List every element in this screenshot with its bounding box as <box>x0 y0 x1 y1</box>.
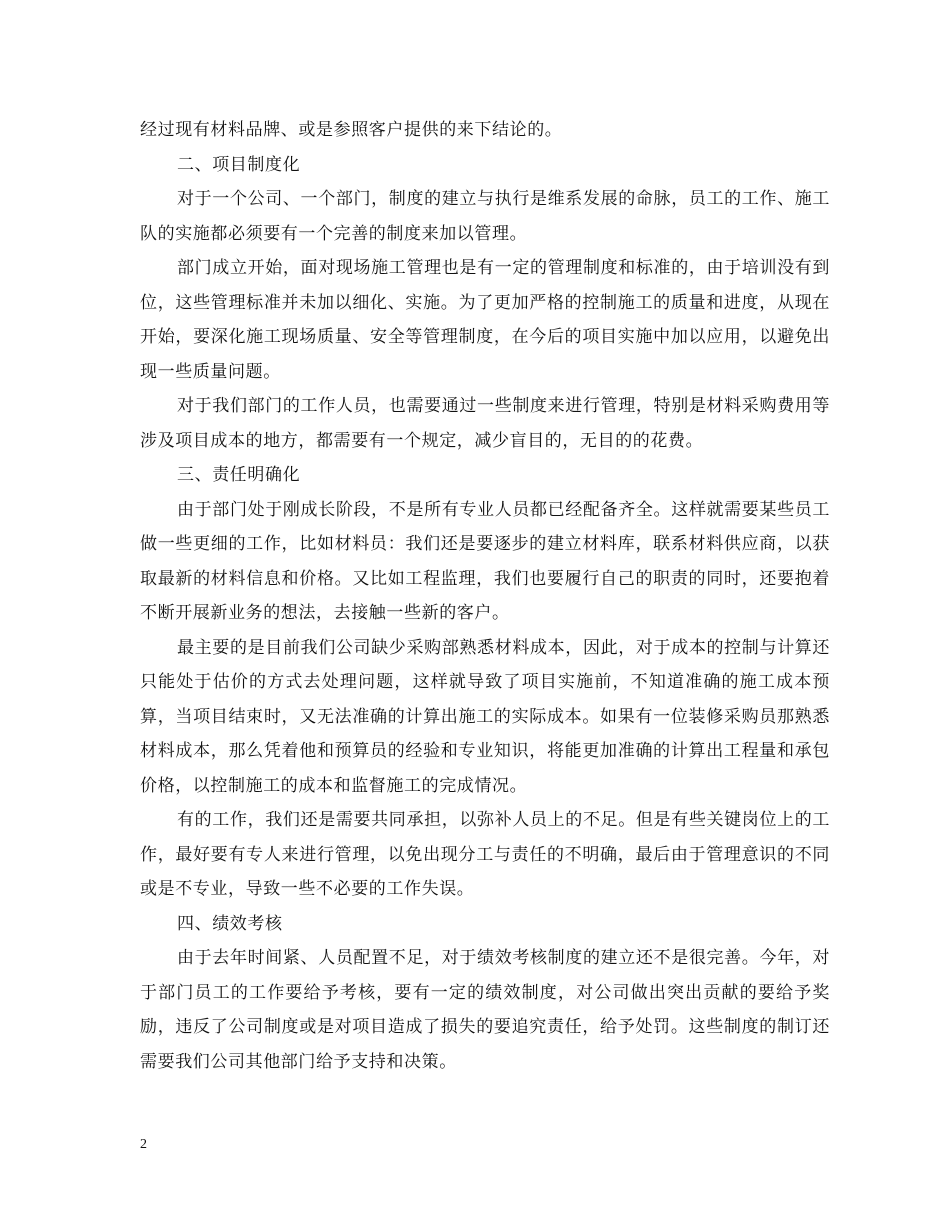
body-paragraph: 由于去年时间紧、人员配置不足，对于绩效考核制度的建立还不是很完善。今年，对于部门员工的工作要给予考核，要有一定的绩效制度，对公司做出突出贡献的要给予奖励，违反了公司制度或是对项目造成了损失的要追究责任，给予处罚。这些制度的制订还需要我们公司其他部门给予支持和决策。 <box>140 948 830 1072</box>
section-heading: 二、项目制度化 <box>177 154 301 175</box>
body-paragraph: 部门成立开始，面对现场施工管理也是有一定的管理制度和标准的，由于培训没有到位，这些管理标准并未加以细化、实施。为了更加严格的控制施工的质量和进度，从现在开始，要深化施工现场质量、安全等管理制度，在今后的项目实施中加以应用，以避免出现一些质量问题。 <box>140 258 830 382</box>
body-paragraph: 有的工作，我们还是需要共同承担，以弥补人员上的不足。但是有些关键岗位上的工作，最好要有专人来进行管理，以免出现分工与责任的不明确，最后由于管理意识的不同或是不专业，导致一些不必要的工作失误。 <box>140 810 830 899</box>
body-paragraph: 对于一个公司、一个部门，制度的建立与执行是维系发展的命脉，员工的工作、施工队的实施都必须要有一个完善的制度来加以管理。 <box>140 189 830 244</box>
body-paragraph-continued: 经过现有材料品牌、或是参照客户提供的来下结论的。 <box>140 120 563 140</box>
page-number: 2 <box>140 1137 147 1152</box>
section-heading: 三、责任明确化 <box>177 465 301 485</box>
body-paragraph: 由于部门处于刚成长阶段，不是所有专业人员都已经配备齐全。这样就需要某些员工做一些更细的工作，比如材料员：我们还是要逐步的建立材料库，联系材料供应商，以获取最新的材料信息和价格。又比如工程监理，我们也要履行自己的职责的同时，还要抱着不断开展新业务的想法，去接触一些新的客户。 <box>140 499 830 623</box>
section-heading: 四、绩效考核 <box>177 913 283 934</box>
body-paragraph: 对于我们部门的工作人员，也需要通过一些制度来进行管理，特别是材料采购费用等涉及项目成本的地方，都需要有一个规定，减少盲目的，无目的的花费。 <box>140 396 830 451</box>
document-body <box>140 113 830 1079</box>
body-paragraph: 最主要的是目前我们公司缺少采购部熟悉材料成本，因此，对于成本的控制与计算还只能处于估价的方式去处理问题，这样就导致了项目实施前，不知道准确的施工成本预算，当项目结束时，又无法准确的计算出施工的实际成本。如果有一位装修采购员那熟悉材料成本，那么凭着他和预算员的经验和专业知识，将能更加准确的计算出工程量和承包价格，以控制施工的成本和监督施工的完成情况。 <box>140 637 830 796</box>
